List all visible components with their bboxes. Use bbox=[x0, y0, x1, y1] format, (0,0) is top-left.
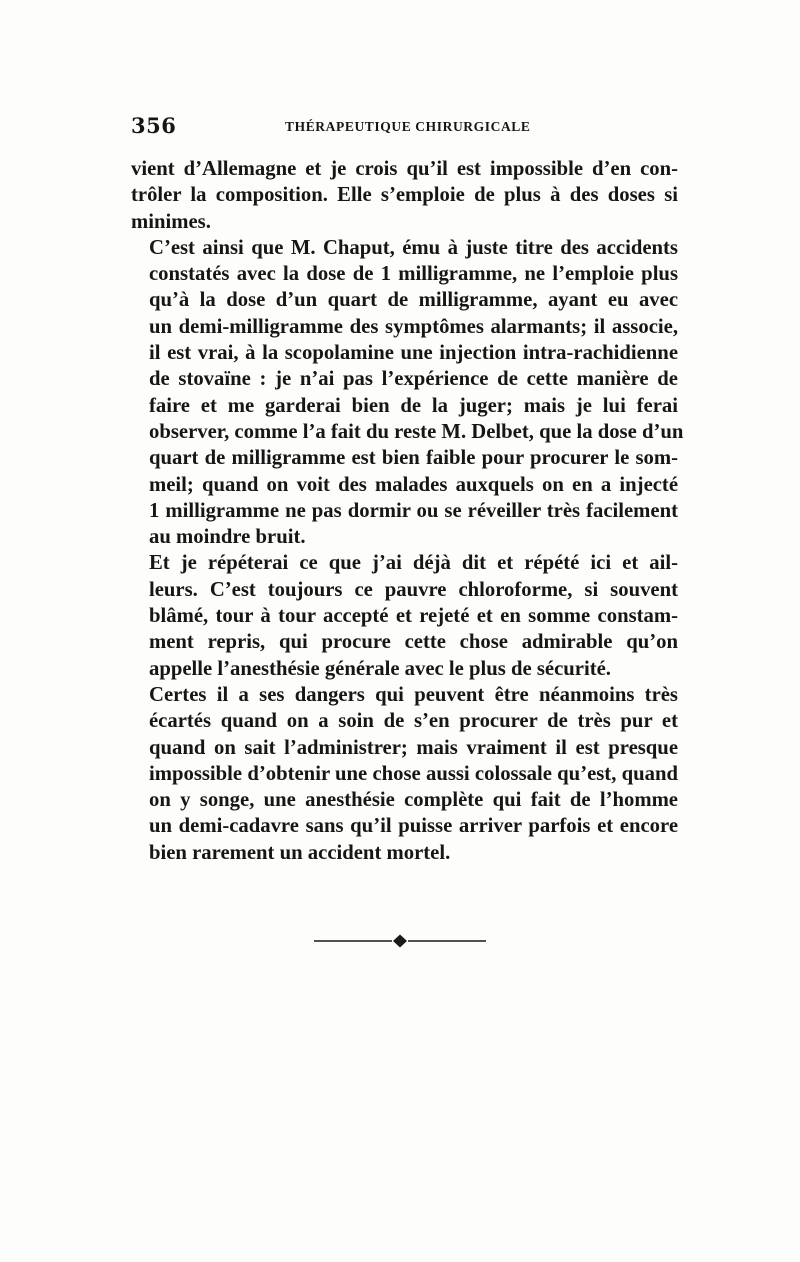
text-line: ment repris, qui procure cette chose admirable qu’on bbox=[149, 631, 678, 654]
text-line: écartés quand on a soin de s’en procurer de très pur et bbox=[149, 710, 678, 733]
page-number: 356 bbox=[131, 113, 177, 138]
paragraph-4 bbox=[131, 682, 678, 866]
text-line: minimes. bbox=[131, 210, 211, 233]
text-line: meil; quand on voit des malades auxquels on en a injecté bbox=[149, 473, 678, 496]
running-head: THÉRAPEUTIQUE CHIRURGICALE bbox=[285, 119, 531, 134]
text-line: quand on sait l’administrer; mais vraiment il est presque bbox=[149, 736, 678, 759]
text-line: appelle l’anesthésie générale avec le plus de sécurité. bbox=[149, 657, 611, 680]
text-line: bien rarement un accident mortel. bbox=[149, 841, 451, 864]
text-line: 1 milligramme ne pas dormir ou se réveiller très facilement bbox=[149, 499, 678, 522]
body-text bbox=[131, 156, 684, 866]
paragraph-3 bbox=[131, 550, 678, 681]
text-line: on y songe, une anesthésie complète qui fait de l’homme bbox=[149, 789, 678, 812]
text-line: de stovaïne : je n’ai pas l’expérience de cette manière de bbox=[149, 368, 678, 391]
text-line: un demi-cadavre sans qu’il puisse arriver parfois et encore bbox=[149, 815, 678, 838]
text-line: trôler la composition. Elle s’emploie de plus à des doses si bbox=[131, 184, 678, 207]
text-line: blâmé, tour à tour accepté et rejeté et en somme constam- bbox=[149, 605, 678, 628]
text-line: un demi-milligramme des symptômes alarmants; il associe, bbox=[149, 315, 678, 338]
text-line: vient d’Allemagne et je crois qu’il est impossible d’en con- bbox=[131, 158, 678, 180]
text-line: impossible d’obtenir une chose aussi colossale qu’est, quand bbox=[149, 762, 678, 785]
page-header bbox=[131, 113, 678, 143]
text-line: constatés avec la dose de 1 milligramme, ne l’emploie plus bbox=[149, 263, 678, 286]
text-line: Et je répéterai ce que j’ai déjà dit et répété ici et ail- bbox=[149, 552, 678, 575]
text-line: au moindre bruit. bbox=[149, 526, 306, 549]
paragraph-1 bbox=[131, 156, 678, 235]
text-line: il est vrai, à la scopolamine une injection intra-rachidienne bbox=[149, 342, 678, 365]
text-line: C’est ainsi que M. Chaput, ému à juste titre des accidents bbox=[149, 236, 678, 259]
text-line: qu’à la dose d’un quart de milligramme, ayant eu avec bbox=[149, 289, 678, 312]
text-line: Certes il a ses dangers qui peuvent être néanmoins très bbox=[149, 683, 678, 706]
text-line: faire et me garderai bien de la juger; mais je lui ferai bbox=[149, 394, 678, 417]
diamond-rule-icon bbox=[314, 934, 486, 948]
text-line: quart de milligramme est bien faible pour procurer le som- bbox=[149, 447, 678, 470]
text-line: observer, comme l’a fait du reste M. Delbet, que la dose d’un bbox=[149, 420, 684, 443]
paragraph-2 bbox=[131, 235, 684, 551]
text-line: leurs. C’est toujours ce pauvre chloroforme, si souvent bbox=[149, 578, 678, 601]
